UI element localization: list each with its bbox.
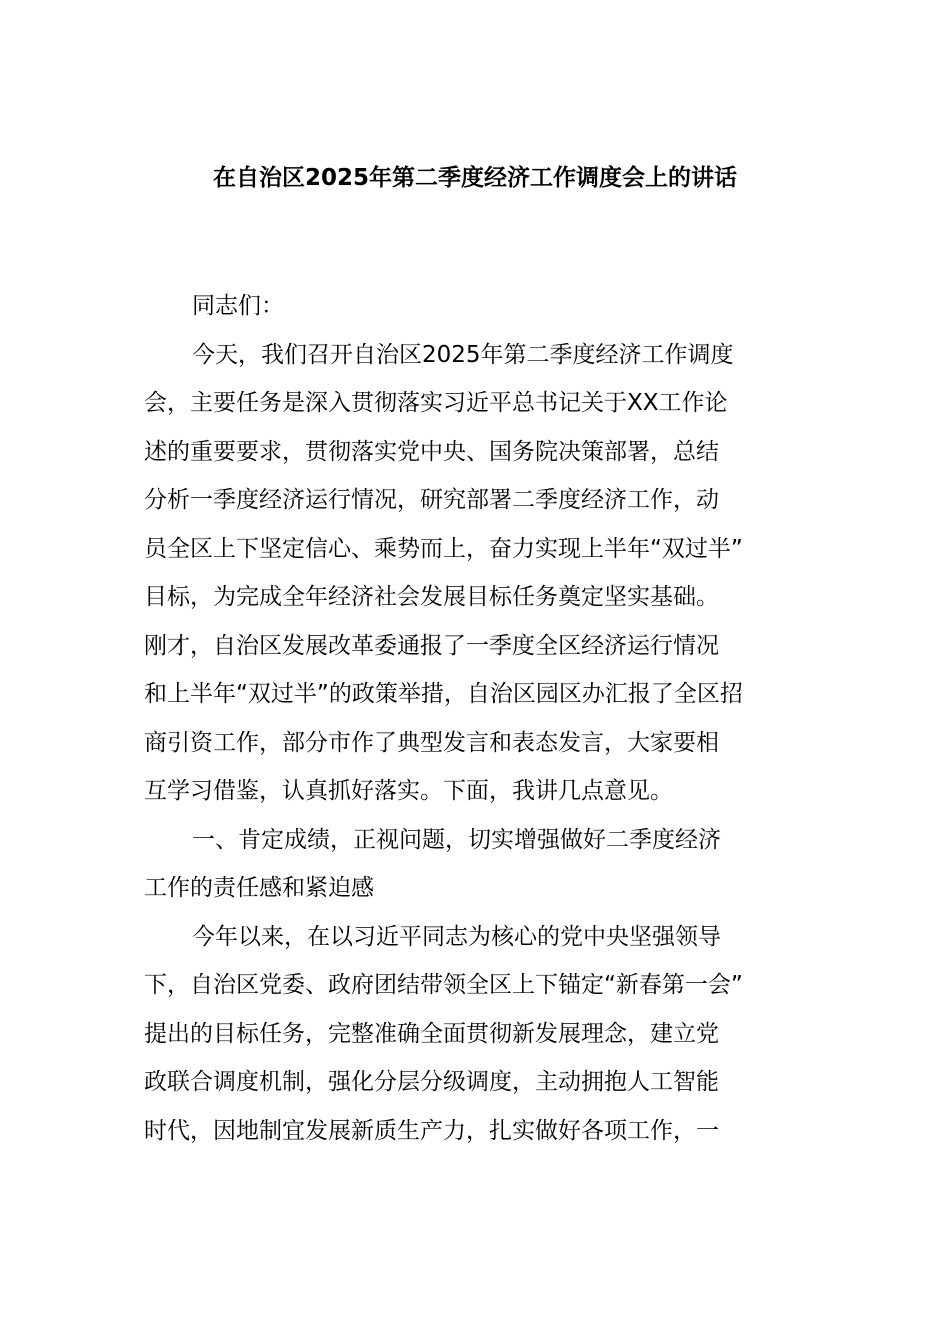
body-line: 商引资工作，部分市作了典型发言和表态发言，大家要相 [144,729,719,756]
body-line: 一、肯定成绩，正视问题，切实增强做好二季度经济 [192,826,721,853]
body-line: 互学习借鉴，认真抓好落实。下面，我讲几点意见。 [144,778,673,804]
body-line: 员全区上下坚定信心、乘势而上，奋力实现上半年“双过半” [144,535,743,562]
body-line: 工作的责任感和紧迫感 [144,875,374,901]
body-line: 刚才，自治区发展改革委通报了一季度全区经济运行情况 [144,632,719,659]
body-line: 今天，我们召开自治区2025年第二季度经济工作调度 [192,341,734,368]
body-line: 下，自治区党委、政府团结带领全区上下锚定“新春第一会” [144,972,743,998]
document-title: 在自治区2025年第二季度经济工作调度会上的讲话 [212,165,737,191]
body-line: 同志们： [192,293,284,319]
body-line: 述的重要要求，贯彻落实党中央、国务院决策部署，总结 [144,438,719,465]
body-line: 提出的目标任务，完整准确全面贯彻新发展理念，建立党 [144,1020,719,1047]
body-line: 时代，因地制宜发展新质生产力，扎实做好各项工作，一 [144,1117,719,1144]
body-line: 今年以来，在以习近平同志为核心的党中央坚强领导 [192,923,721,950]
body-line: 会，主要任务是深入贯彻落实习近平总书记关于XX工作论 [144,390,728,416]
body-line: 分析一季度经济运行情况，研究部署二季度经济工作，动 [144,487,719,513]
body-line: 政联合调度机制，强化分层分级调度，主动拥抱人工智能 [144,1069,719,1095]
body-line: 目标，为完成全年经济社会发展目标任务奠定坚实基础。 [144,584,719,610]
body-line: 和上半年“双过半”的政策举措，自治区园区办汇报了全区招 [144,681,743,707]
document-body [144,282,816,1155]
